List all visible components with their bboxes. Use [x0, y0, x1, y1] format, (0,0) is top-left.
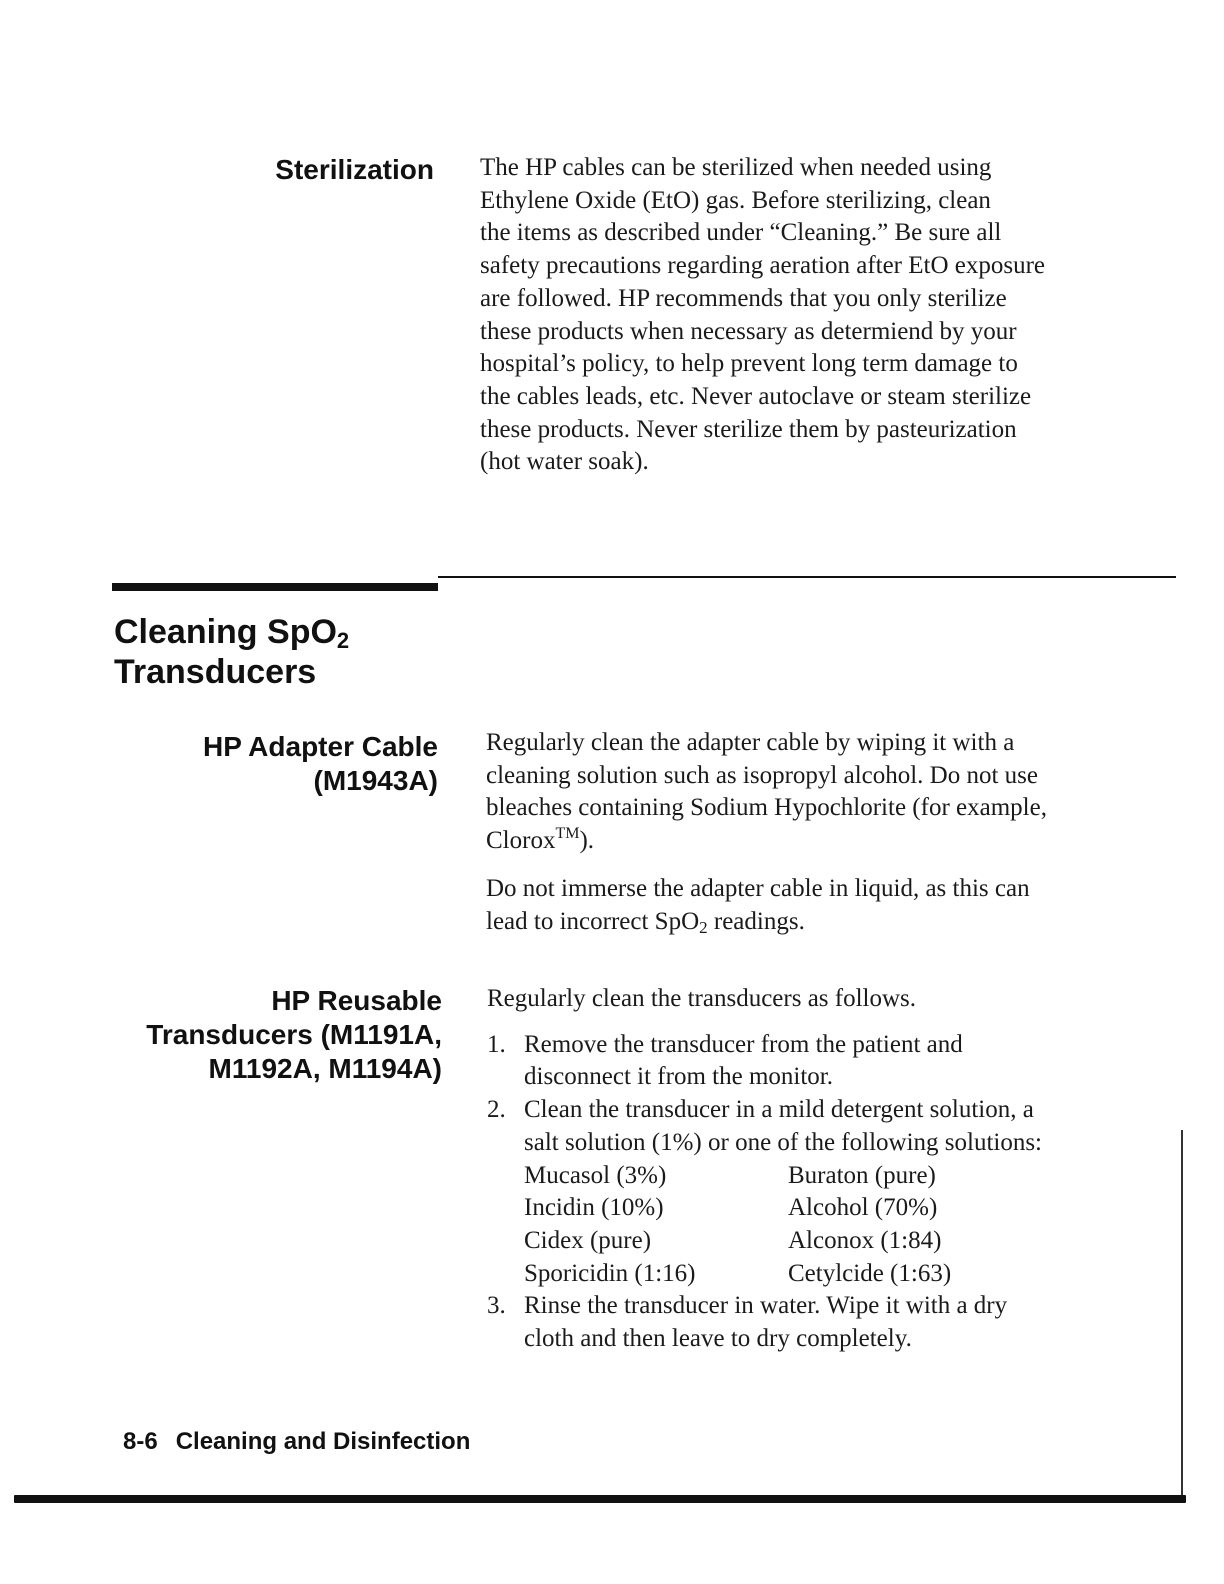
text-line: these products when necessary as determiend by your: [480, 317, 1017, 345]
section-rule-thick: [112, 583, 438, 591]
bottom-rule: [14, 1495, 1186, 1503]
text-line: salt solution (1%) or one of the following solutions:: [524, 1128, 1043, 1156]
text-line: cloth and then leave to dry completely.: [524, 1325, 912, 1353]
text-line: Rinse the transducer in water. Wipe it with a dry: [524, 1292, 1008, 1320]
solution-item: Cidex (pure): [524, 1226, 652, 1254]
solution-item: Buraton (pure): [788, 1161, 936, 1189]
section-title-subscript: 2: [336, 628, 350, 653]
trademark-sup: TM: [555, 825, 580, 843]
text-line: hospital’s policy, to help prevent long term damage to: [480, 350, 1018, 378]
page-number: 8-6: [123, 1428, 158, 1455]
solution-item: Cetylcide (1:63): [788, 1259, 952, 1287]
adapter-cable-heading: [140, 730, 438, 798]
sterilization-paragraph: [480, 152, 1180, 479]
solutions-table: [524, 1160, 1177, 1291]
text-line: [486, 906, 1176, 939]
solution-item: Mucasol (3%): [524, 1161, 667, 1189]
adapter-cable-body: [486, 727, 1176, 938]
solution-item: Incidin (10%): [524, 1194, 664, 1222]
heading-line: HP Reusable: [271, 985, 442, 1016]
cleaning-steps-list: [487, 1029, 1177, 1356]
heading-line: M1192A, M1194A): [208, 1053, 442, 1084]
adapter-paragraph-2: [486, 873, 1176, 938]
page-footer: [123, 1427, 723, 1457]
text-line: The HP cables can be sterilized when needed using: [480, 154, 992, 181]
heading-line: Transducers (M1191A,: [146, 1019, 442, 1050]
text-line: Remove the transducer from the patient and: [524, 1030, 963, 1058]
intro-sentence: Regularly clean the transducers as follows.: [487, 985, 917, 1012]
text-fragment: readings.: [707, 907, 805, 935]
subscript: 2: [699, 917, 708, 937]
section-title: [114, 612, 534, 692]
text-line: are followed. HP recommends that you only sterilize: [480, 284, 1007, 312]
clorox-text: Clorox: [486, 827, 556, 855]
text-line: (hot water soak).: [480, 448, 649, 476]
heading-line: (M1943A): [313, 765, 438, 796]
text-line: Regularly clean the adapter cable by wiping it with a: [486, 729, 1015, 756]
section-title-prefix: Cleaning SpO: [114, 613, 337, 651]
section-title-line1: [114, 612, 534, 652]
text-line: Do not immerse the adapter cable in liquid, as this can: [486, 874, 1030, 902]
text-line: [486, 825, 1176, 858]
step-item: [487, 1029, 1177, 1094]
text-fragment: lead to incorrect SpO: [486, 907, 700, 935]
scan-edge-line: [1181, 1130, 1183, 1500]
reusable-transducers-body: [487, 983, 1177, 1356]
text-line: Clean the transducer in a mild detergent solution, a: [524, 1096, 1034, 1124]
text-line: cleaning solution such as isopropyl alcohol. Do not use: [486, 761, 1039, 789]
step-number: 2.: [487, 1096, 506, 1124]
reusable-transducers-heading: [100, 984, 442, 1086]
text-line: disconnect it from the monitor.: [524, 1063, 833, 1091]
section-rule-thin: [438, 576, 1176, 578]
step-number: 1.: [487, 1030, 506, 1058]
sterilization-heading: Sterilization: [275, 154, 434, 185]
solution-item: Alcohol (70%): [788, 1194, 938, 1222]
section-title-line2: Transducers: [114, 653, 317, 691]
heading-line: HP Adapter Cable: [203, 731, 438, 762]
text-line: Ethylene Oxide (EtO) gas. Before sterilizing, clean: [480, 186, 991, 214]
text-line: these products. Never sterilize them by pasteurization: [480, 415, 1017, 443]
chapter-title: Cleaning and Disinfection: [175, 1428, 471, 1455]
text-line: the items as described under “Cleaning.” Be sure all: [480, 219, 1002, 247]
adapter-paragraph-1: [486, 727, 1176, 858]
text-fragment: ).: [579, 827, 595, 855]
step-number: 3.: [487, 1292, 506, 1320]
step-item: [487, 1094, 1177, 1290]
step-item: [487, 1290, 1177, 1355]
text-line: safety precautions regarding aeration after EtO exposure: [480, 252, 1046, 280]
solution-item: Alconox (1:84): [788, 1226, 942, 1254]
text-line: bleaches containing Sodium Hypochlorite (for example,: [486, 794, 1047, 822]
text-line: the cables leads, etc. Never autoclave or steam sterilize: [480, 382, 1032, 410]
solution-item: Sporicidin (1:16): [524, 1259, 696, 1287]
